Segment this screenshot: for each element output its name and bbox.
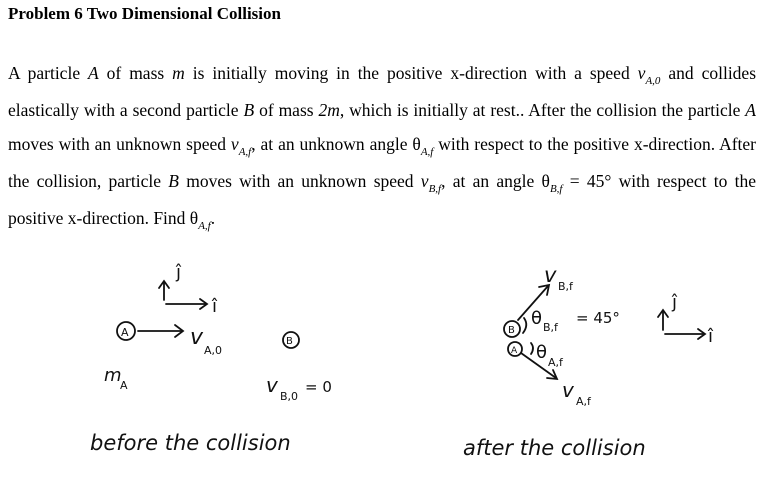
i-axis-arrow-before <box>166 299 207 309</box>
vaf-subscript: A,f <box>576 395 591 408</box>
velocity-label: v <box>190 325 204 350</box>
i-axis-arrow-after <box>665 329 705 339</box>
var-v: v <box>637 63 646 83</box>
particle-A-label: A <box>121 326 129 339</box>
theta-A-label: θ <box>536 342 548 363</box>
theta-B-subscript: B,f <box>543 321 558 334</box>
var-A: A <box>745 100 756 120</box>
text-segment: , at an unknown angle <box>251 134 413 154</box>
vbf-label: v <box>544 263 557 287</box>
var-A: A <box>88 63 99 83</box>
var-v: v <box>420 171 429 191</box>
subscript-A0: A,0 <box>645 75 661 87</box>
vb-label: v <box>266 373 278 397</box>
var-B: B <box>168 171 179 191</box>
j-hat-after-label: ĵ <box>672 292 678 313</box>
velocity-arrow-A <box>138 325 183 337</box>
text-segment: moves with an unknown speed <box>178 171 421 191</box>
mass-label: m <box>104 365 122 386</box>
particle-A-after-label: A <box>511 346 518 356</box>
vbf-subscript: B,f <box>558 280 573 293</box>
text-segment: with respect to the positive x-direction. Find <box>8 171 757 228</box>
mass-subscript: A <box>120 379 128 392</box>
subscript-Bf: B,f <box>428 183 442 195</box>
vb-equals: = 0 <box>305 378 332 396</box>
subscript-Af: A,f <box>420 146 434 158</box>
theta-B-label: θ <box>531 308 543 329</box>
caption-before: before the collision <box>90 431 291 455</box>
text-segment: moves with an unknown speed <box>8 134 231 154</box>
text-segment: , at an angle <box>441 171 542 191</box>
var-2m: 2m <box>318 100 340 120</box>
text-segment: with respect to the positive x-direction. After the collision, particle <box>8 134 756 191</box>
subscript-Af: A,f <box>238 146 252 158</box>
velocity-subscript: A,0 <box>204 344 223 357</box>
angle-45: = 45° <box>562 171 612 191</box>
var-theta: θ <box>412 134 421 154</box>
i-hat-after-label: î <box>708 326 714 347</box>
particle-B-after-label: B <box>508 325 515 336</box>
problem-title: Problem 6 Two Dimensional Collision <box>8 4 281 23</box>
text-segment: . <box>210 208 216 228</box>
before-labels <box>90 262 332 455</box>
j-axis-arrow-after <box>658 310 668 330</box>
theta-B-arc <box>523 318 526 333</box>
theta-B-equals: = 45° <box>576 309 620 327</box>
subscript-Bf: B,f <box>549 183 563 195</box>
j-hat-label: ĵ <box>176 262 182 283</box>
subscript-Af: A,f <box>198 220 211 232</box>
after-labels <box>463 263 714 460</box>
i-hat-label: î <box>212 296 218 317</box>
theta-A-arc <box>531 343 533 354</box>
var-theta: θ <box>189 208 199 228</box>
var-B: B <box>243 100 255 120</box>
text-segment: A particle <box>8 63 89 83</box>
vb-subscript: B,0 <box>280 390 299 403</box>
theta-A-subscript: A,f <box>548 356 563 369</box>
text-segment: and collides elastically with a second particle <box>8 63 757 120</box>
text-segment: of mass <box>98 63 173 83</box>
before-diagram <box>117 281 299 348</box>
var-theta: θ <box>541 171 550 191</box>
vaf-label: v <box>562 378 574 402</box>
var-v: v <box>230 134 239 154</box>
text-segment: , which is initially at rest.. After the collision the particle <box>339 100 746 120</box>
text-segment: of mass <box>254 100 319 120</box>
var-m: m <box>172 63 185 83</box>
text-segment: is initially moving in the positive x-direction with a speed <box>184 63 638 83</box>
particle-B-label: B <box>286 336 293 347</box>
j-axis-arrow-before <box>159 281 169 300</box>
caption-after: after the collision <box>463 436 646 460</box>
